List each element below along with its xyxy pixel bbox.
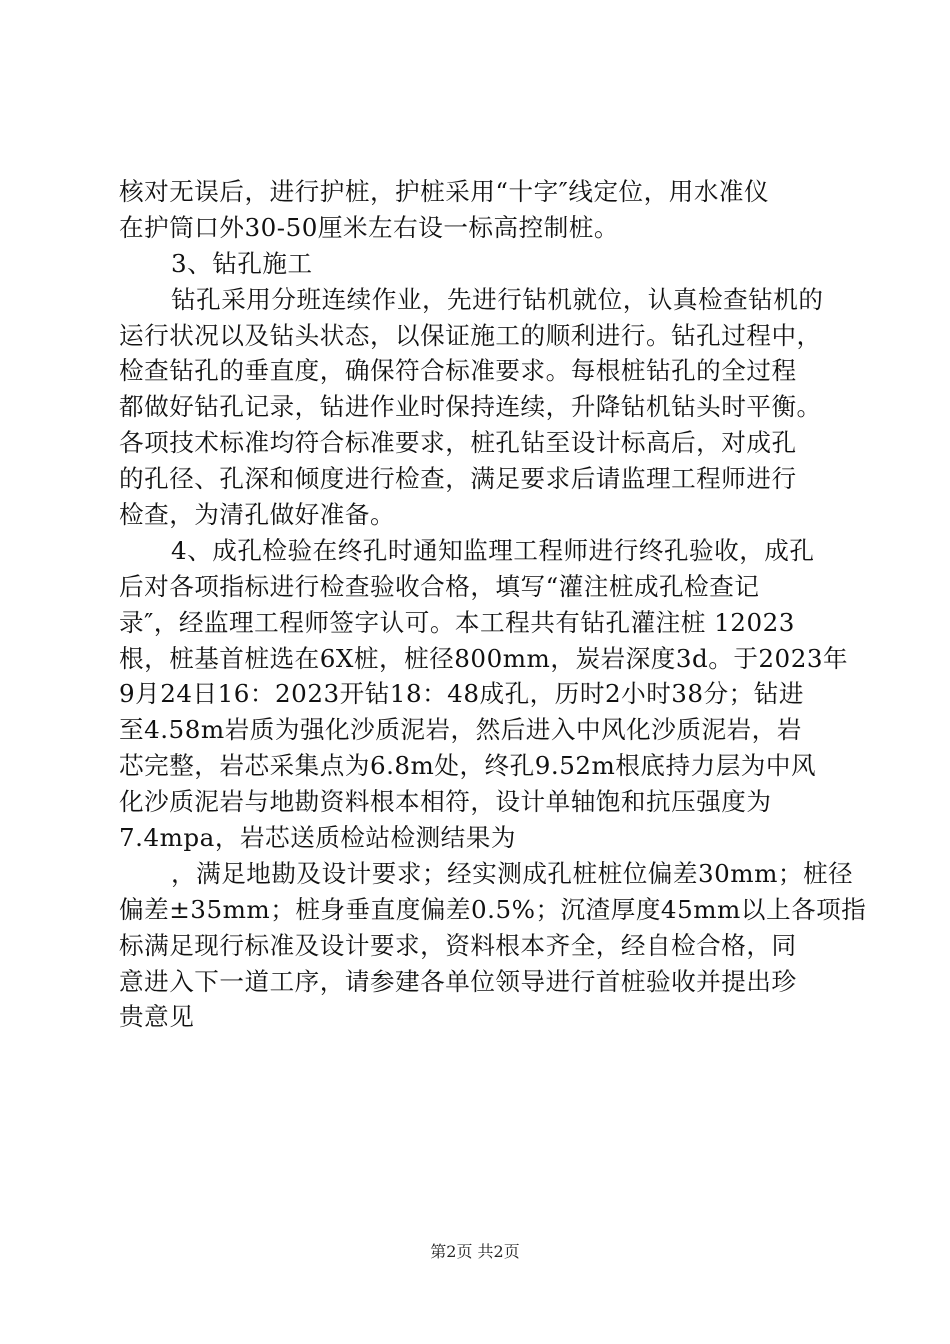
text-line: 根，桩基首桩选在6X桩，桩径800mm，炭岩深度3d。于2023年 (119, 643, 849, 673)
text-line: 芯完整，岩芯采集点为6.8m处，终孔9.52m根底持力层为中风 (119, 751, 817, 781)
text-line: 化沙质泥岩与地勘资料根本相符，设计单轴饱和抗压强度为 (119, 787, 772, 817)
text-line: 偏差±35mm；桩身垂直度偏差0.5%；沉渣厚度45mm以上各项指 (119, 894, 867, 924)
text-line: 至4.58m岩质为强化沙质泥岩，然后进入中风化沙质泥岩，岩 (119, 715, 802, 745)
text-line: 录″，经监理工程师签字认可。本工程共有钻孔灌注桩 12023 (119, 607, 795, 637)
text-line: 检查，为清孔做好准备。 (119, 500, 396, 530)
text-line: 7.4mpa，岩芯送质检站检测结果为 (119, 823, 516, 853)
text-line: 标满足现行标准及设计要求，资料根本齐全，经自检合格，同 (119, 930, 797, 960)
text-line: 在护筒口外30-50厘米左右设一标高控制桩。 (119, 212, 619, 242)
text-line: 后对各项指标进行检查验收合格，填写“灌注桩成孔检查记 (119, 571, 760, 601)
text-line: 的孔径、孔深和倾度进行检查，满足要求后请监理工程师进行 (119, 464, 797, 494)
section-heading-drilling: 3、钻孔施工 (171, 248, 313, 278)
document-body (119, 174, 867, 1035)
text-line: ，满足地勘及设计要求；经实测成孔桩桩位偏差30mm；桩径 (171, 858, 854, 888)
text-line: 意进入下一道工序，请参建各单位领导进行首桩验收并提出珍 (119, 966, 797, 996)
page-number-footer: 第2页 共2页 (430, 1242, 520, 1261)
text-line: 都做好钻孔记录，钻进作业时保持连续，升降钻机钻头时平衡。 (119, 392, 822, 422)
text-line: 各项技术标准均符合标准要求，桩孔钻至设计标高后，对成孔 (119, 428, 797, 458)
text-line: 检查钻孔的垂直度，确保符合标准要求。每根桩钻孔的全过程 (119, 356, 797, 386)
text-line: 钻孔采用分班连续作业，先进行钻机就位，认真检查钻机的 (171, 284, 824, 314)
section-heading-inspection: 4、成孔检验在终孔时通知监理工程师进行终孔验收，成孔 (171, 535, 815, 565)
text-line: 贵意见 (119, 1002, 195, 1032)
text-line: 核对无误后，进行护桩，护桩采用“十字″线定位，用水准仪 (119, 177, 770, 206)
text-line: 运行状况以及钻头状态，以保证施工的顺利进行。钻孔过程中， (119, 320, 822, 350)
text-line: 9月24日16：2023开钻18：48成孔，历时2小时38分；钻进 (119, 679, 804, 709)
